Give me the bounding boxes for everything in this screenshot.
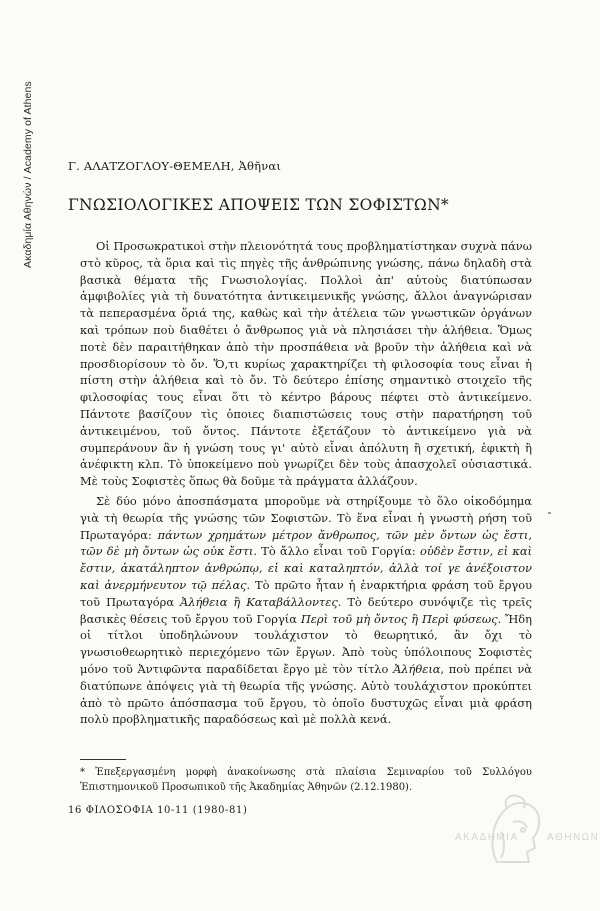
scan-speck — [548, 512, 551, 514]
text-run: . Τὸ ἄλλο εἶναι τοῦ Γοργία: — [253, 544, 421, 559]
page-footer: 16 ΦΙΛΟΣΟΦΙΑ 10-11 (1980-81) — [68, 805, 248, 816]
paragraph-1 — [80, 238, 532, 490]
author-line: Γ. ΑΛΑΤΖΟΓΛΟΥ-ΘΕΜΕΛΗ, Ἀθῆναι — [68, 159, 282, 173]
paragraph-2 — [80, 493, 532, 728]
footnote: * Ἐπεξεργασμένη μορφὴ ἀνακοίνωσης στὰ πλαίσια Σεμιναρίου τοῦ Συλλόγου Ἐπιστημονικοῦ Προσωπικοῦ τῆς Ἀκαδημίας Ἀθηνῶν (2.12.1980). — [80, 767, 532, 793]
archive-stamp: Ακαδημία Αθηνών / Academy of Athens — [22, 81, 34, 268]
watermark-text-left: ΑΚΑΔΗΜΙΑ — [455, 832, 519, 843]
italic-quote: Ἀλήθεια — [393, 661, 441, 676]
italic-quote: Ἀλήθεια ἢ Καταβάλλοντες — [180, 594, 338, 609]
text-run: Οἱ Προσωκρατικοὶ στὴν πλειονότητά τους προβληματίστηκαν συχνὰ πάνω στὸ κῦρος, τὰ ὅρια καὶ τὶς πηγὲς τῆς ἀνθρώπινης γνώσης, πάνω δηλαδὴ στὰ βασικὰ θέματα τῆς Γνωσιολογίας. Πολλοὶ ἀπ' αὐτοὺς διατύπωσαν ἀμφιβολίες γιὰ τὴ δυνατότητα ἀντικειμενικῆς γνώσης, ἄλλοι ἀναγνώρισαν τὰ πεπερασμένα ὅριά της, καθὼς καὶ τὴν ἀτέλεια τῶν γνωστικῶν ὀργάνων καὶ τρόπων ποὺ διαθέτει ὁ ἄνθρωπος γιὰ νὰ πλησιάσει τὴν ἀλήθεια. Ὅμως ποτὲ δὲν παραιτήθηκαν ἀπὸ τὴν προσπάθεια νὰ βροῦν τὴν ἀλήθεια καὶ νὰ προσδιορίσουν τὸ ὄν. Ὅ,τι κυρίως χαρακτηρίζει τὴ φιλοσοφία τους εἶναι ἡ πίστη στὴν ἀλήθεια καὶ τὸ ὄν. Τὸ δεύτερο ἐπίσης σημαντικὸ στοιχεῖο τῆς φιλοσοφίας τους εἶναι ὅτι τὸ κέντρο βάρους πέφτει στὸ ἀντικείμενο. Πάντοτε βασίζουν τὶς ὁποιες διαπιστώσεις τους στὴν παρατήρηση τοῦ ἀντικειμένου, τοῦ ὄντος. Πάντοτε ἐξετάζουν τὸ ἀντικείμενο γιὰ νὰ συμπεράνουν ἂν ἡ γνώση τους γι' αὐτὸ εἶναι ἀπόλυτη ἢ σχετική, ἐφικτὴ ἢ ἀνέφικτη κλπ. Τὸ ὑποκείμενο ποὺ γνωρίζει δὲν τοὺς ἀπασχολεῖ οὐσιαστικά. Μὲ τοὺς Σοφιστὲς ὅπως θὰ δοῦμε τὰ πράγματα ἀλλάζουν. — [80, 239, 532, 489]
academy-watermark — [455, 792, 600, 882]
article-title: ΓΝΩΣΙΟΛΟΓΙΚΕΣ ΑΠΟΨΕΙΣ ΤΩΝ ΣΟΦΙΣΤΩΝ* — [68, 196, 449, 214]
text-run: . Τὸ δεύτερο συνόψιζε τὶς τρεῖς βασικὲς θέσεις τοῦ ἔργου τοῦ Γοργία — [80, 594, 533, 626]
watermark-text-right: ΑΘΗΝΩΝ — [547, 832, 600, 843]
text-run: , ποὺ πρέπει νὰ διατύπωνε ἀπόψεις γιὰ τὴ θεωρία τῆς γνώσης. Αὐτὸ τουλάχιστον προκύπτει ἀπὸ τὸ πρῶτο ἀπόσπασμα τοῦ ἔργου, τὸ ὁποῖο δυστυχῶς εἶναι μιὰ φράση πολὺ προβληματικῆς παραδόσεως καὶ μὲ πολλὰ κενά. — [80, 661, 532, 727]
italic-quote: οὐδὲν ἔστιν, εἰ καὶ ἔστιν, ἀκατάληπτον ἀνθρώπῳ, εἰ καὶ καταληπτόν, ἀλλὰ τοί γε ἀνέξοιστον καὶ ἀνερμήνευτον τῷ πέλας — [80, 544, 532, 592]
text-run: . Ἤδη οἱ τίτλοι ὑποδηλώνουν τουλάχιστον τὸ θεωρητικό, ἂν ὄχι τὸ γνωσιοθεωρητικὸ περιεχόμενο τῶν ἔργων. Ἀπὸ τοὺς ὑπόλοιπους Σοφιστὲς μόνο τοῦ Ἀντιφῶντα παραδίδεται ἔργο μὲ τὸν τίτλο — [80, 611, 532, 676]
italic-quote: πάντων χρημάτων μέτρον ἄνθρωπος, τῶν μὲν ὄντων ὡς ἔστι, τῶν δὲ μὴ ὄντων ὡς οὐκ ἔστι — [80, 527, 532, 559]
italic-quote: Περὶ τοῦ μὴ ὄντος ἢ Περὶ φύσεως — [300, 611, 498, 626]
article-body — [80, 238, 532, 728]
footnote-divider — [80, 759, 126, 760]
text-run: . Τὸ πρῶτο ἦταν ἡ ἐναρκτήρια φράση τοῦ ἔργου τοῦ Πρωταγόρα — [80, 577, 532, 609]
text-run: Σὲ δύο μόνο ἀποσπάσματα μποροῦμε νὰ στηρίξουμε τὸ ὅλο οἰκοδόμημα γιὰ τὴ θεωρία τῆς γνώσης τῶν Σοφιστῶν. Τὸ ἕνα εἶναι ἡ γνωστὴ ρήση τοῦ Πρωταγόρα: — [80, 493, 532, 542]
